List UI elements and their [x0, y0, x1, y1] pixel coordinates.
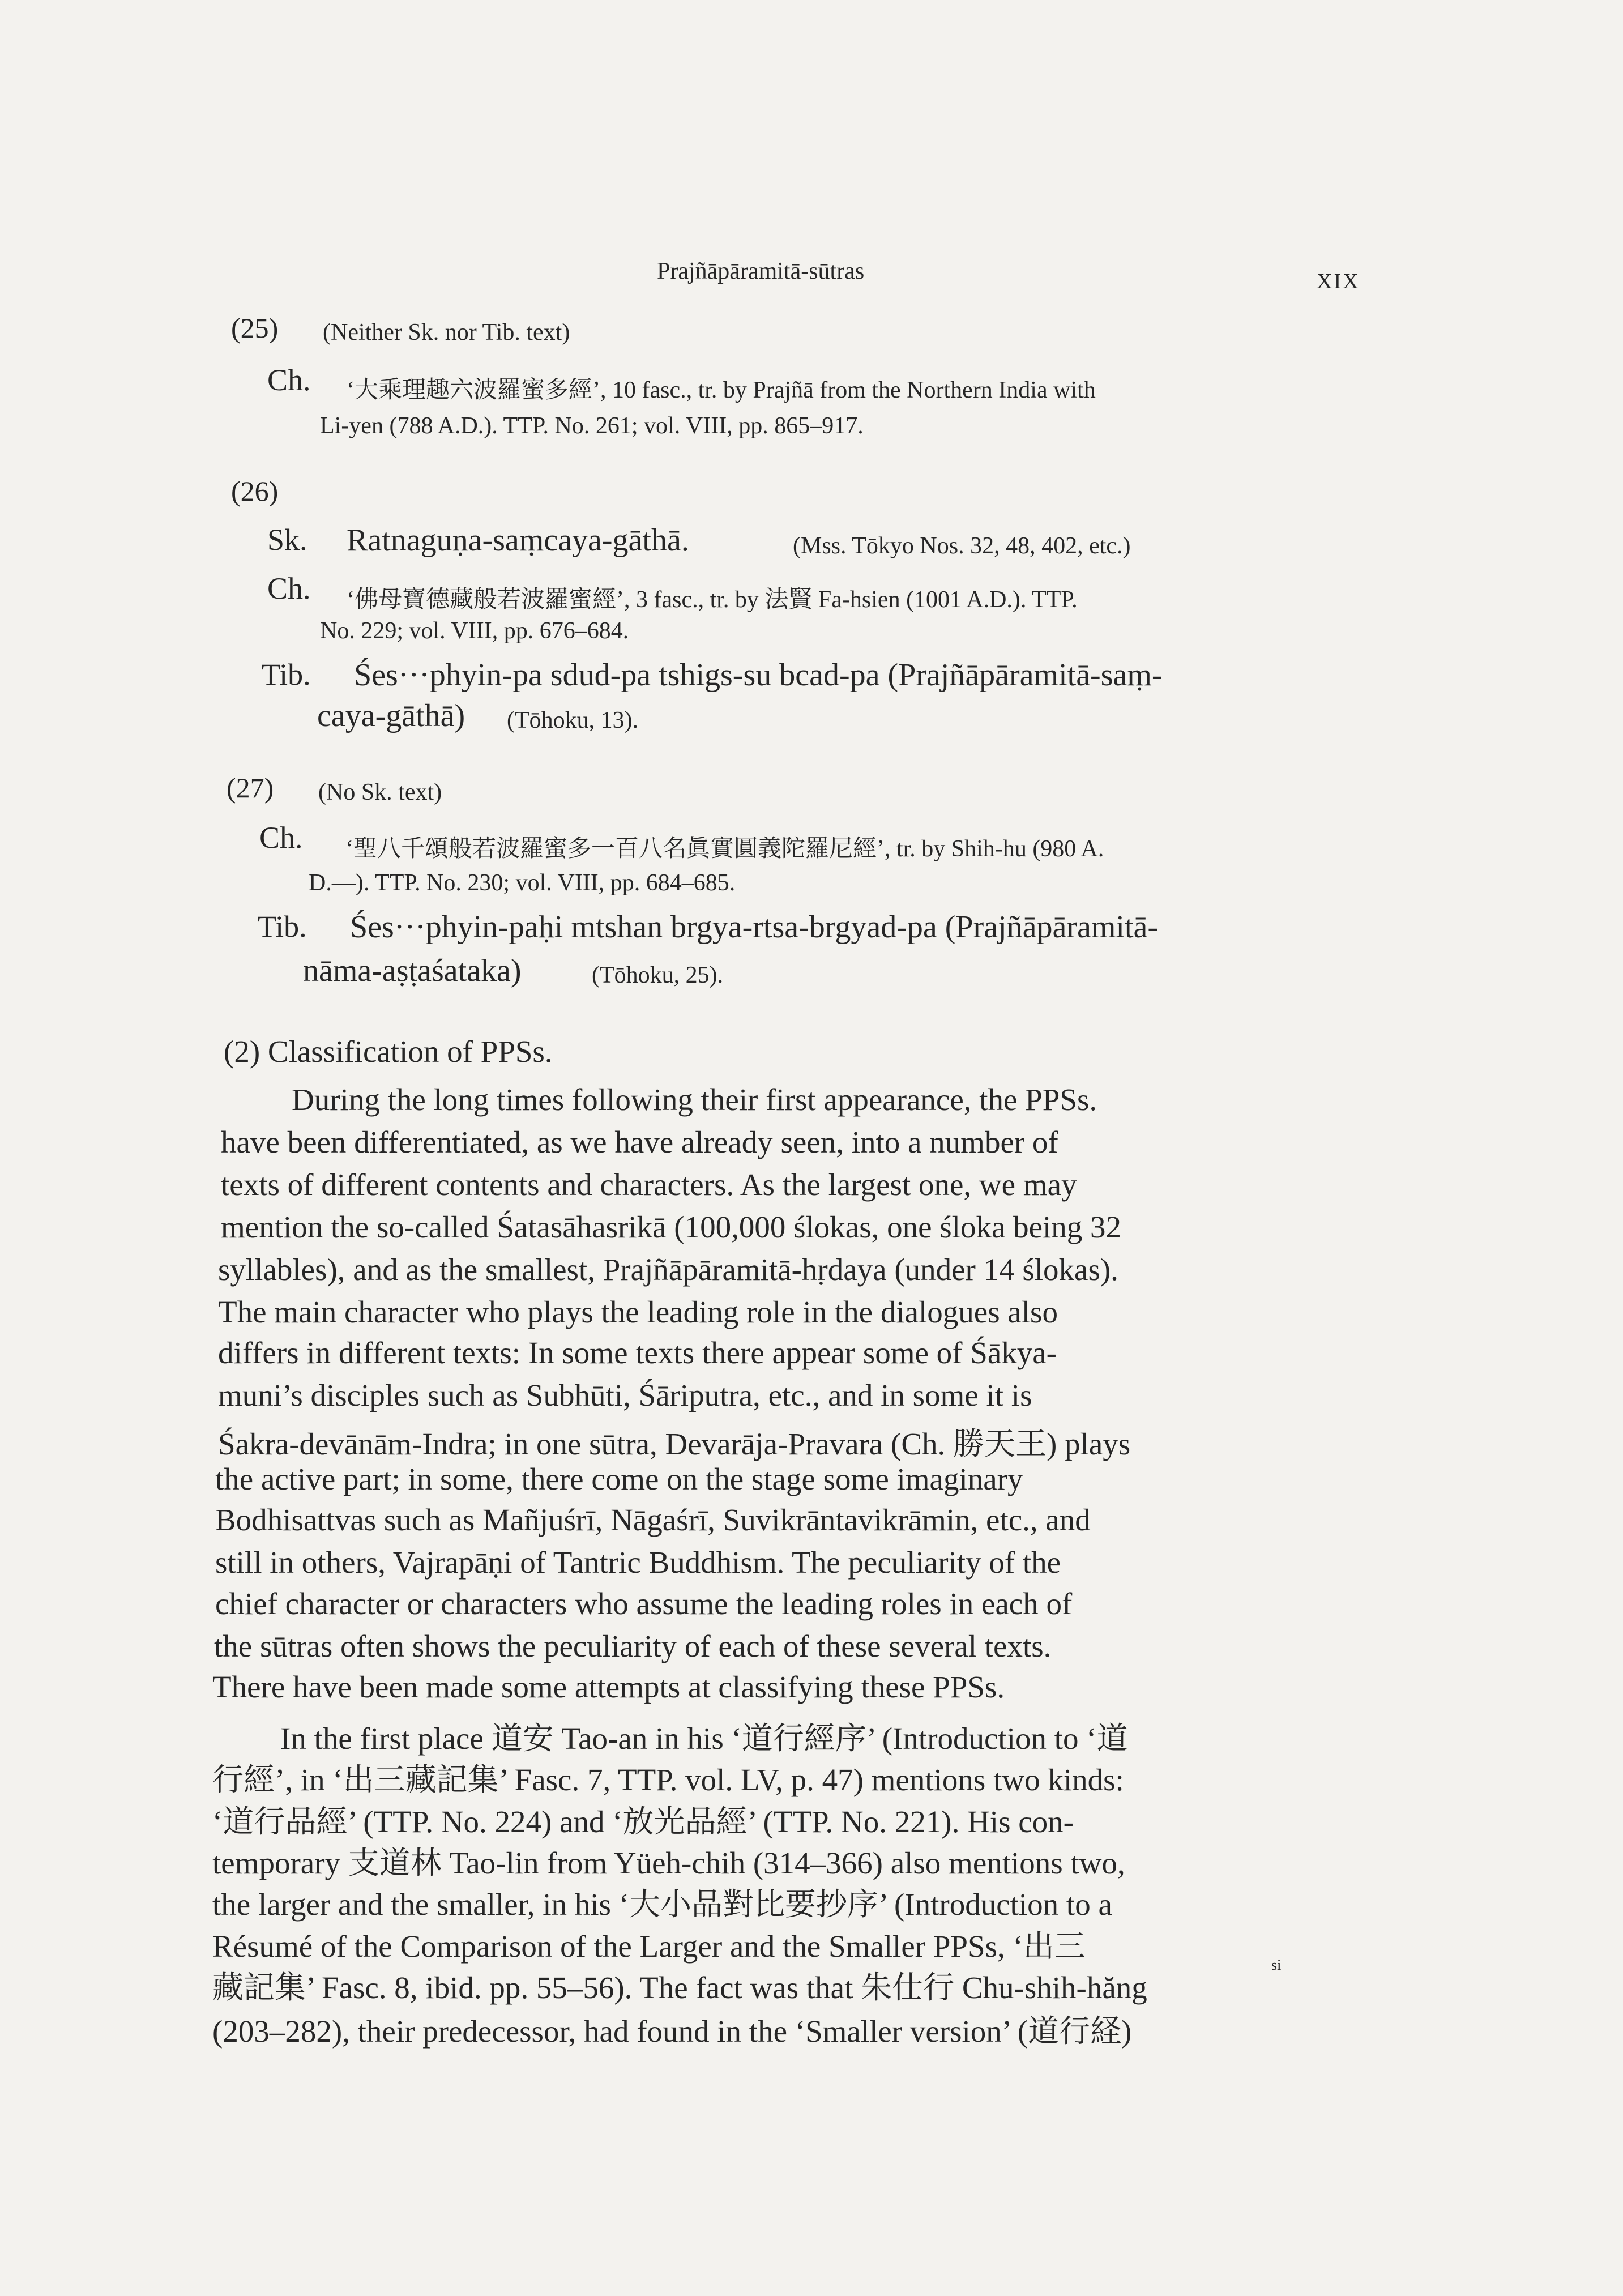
- para1-line: The main character who plays the leading role in the dialogues also: [218, 1295, 1058, 1329]
- entry-26-tib-line1: Śes···phyin-pa sdud-pa tshigs-su bcad-pa (Prajñāpāramitā-saṃ-: [354, 658, 1163, 693]
- entry-25-ch-line1: ‘大乘理趣六波羅蜜多經’, 10 fasc., tr. by Prajñā from the Northern India with: [347, 377, 1096, 403]
- entry-27-number: (27): [227, 772, 274, 804]
- entry-27-tib-line2: nāma-aṣṭaśataka): [303, 953, 522, 988]
- entry-26-ch-label: Ch.: [267, 571, 311, 605]
- para2-line: (203–282), their predecessor, had found in the ‘Smaller version’ (道行経): [212, 2014, 1132, 2049]
- entry-27-tib-ref: (Tōhoku, 25).: [592, 962, 724, 988]
- entry-26-sk-note: (Mss. Tōkyo Nos. 32, 48, 402, etc.): [793, 533, 1131, 559]
- para1-line: have been differentiated, as we have already seen, into a number of: [221, 1125, 1058, 1159]
- entry-25-note: (Neither Sk. nor Tib. text): [323, 319, 570, 345]
- para1-line: differs in different texts: In some texts there appear some of Śākya-: [218, 1335, 1057, 1370]
- page-number: XIX: [1317, 270, 1360, 293]
- entry-26-ch-line2: No. 229; vol. VIII, pp. 676–684.: [320, 618, 629, 644]
- entry-27-tib-line1: Śes···phyin-paḥi mtshan brgya-rtsa-brgyad-pa (Prajñāpāramitā-: [350, 910, 1159, 945]
- para2-line: 藏記集’ Fasc. 8, ibid. pp. 55–56). The fact was that 朱仕行 Chu-shih-hăng: [212, 1970, 1147, 2005]
- interlinear-note: si: [1271, 1957, 1282, 1973]
- para2-line: ‘道行品經’ (TTP. No. 224) and ‘放光品經’ (TTP. No. 221). His con-: [212, 1804, 1074, 1839]
- para1-line: During the long times following their first appearance, the PPSs.: [292, 1082, 1097, 1117]
- para2-line: In the first place 道安 Tao-an in his ‘道行經序’ (Introduction to ‘道: [280, 1721, 1128, 1756]
- entry-26-sk-label: Sk.: [267, 523, 307, 557]
- entry-27-note: (No Sk. text): [318, 779, 442, 805]
- para1-line: syllables), and as the smallest, Prajñāpāramitā-hṛdaya (under 14 ślokas).: [218, 1252, 1118, 1287]
- para2-line: the larger and the smaller, in his ‘大小品對比要抄序’ (Introduction to a: [212, 1887, 1112, 1922]
- entry-27-ch-line1: ‘聖八千頌般若波羅蜜多一百八名眞實圓義陀羅尼經’, tr. by Shih-hu (980 A.: [345, 836, 1104, 862]
- entry-27-ch-line2: D.—). TTP. No. 230; vol. VIII, pp. 684–685.: [309, 870, 736, 896]
- entry-25-ch-line2: Li-yen (788 A.D.). TTP. No. 261; vol. VIII, pp. 865–917.: [320, 413, 864, 439]
- entry-27-tib-label: Tib.: [258, 910, 307, 944]
- section-heading: (2) Classification of PPSs.: [224, 1034, 553, 1069]
- para1-line: still in others, Vajrapāṇi of Tantric Buddhism. The peculiarity of the: [215, 1545, 1061, 1580]
- entry-25-number: (25): [231, 312, 279, 344]
- para1-line: muni’s disciples such as Subhūti, Śāriputra, etc., and in some it is: [218, 1378, 1032, 1412]
- entry-25-ch-label: Ch.: [267, 363, 311, 397]
- entry-26-ch-line1: ‘佛母寶德藏般若波羅蜜經’, 3 fasc., tr. by 法賢 Fa-hsien (1001 A.D.). TTP.: [347, 587, 1078, 613]
- entry-26-sk-title: Ratnaguṇa-saṃcaya-gāthā.: [347, 523, 689, 558]
- para1-line: texts of different contents and characters. As the largest one, we may: [221, 1167, 1077, 1202]
- para2-line: 行經’, in ‘出三藏記集’ Fasc. 7, TTP. vol. LV, p. 47) mentions two kinds:: [212, 1762, 1124, 1797]
- entry-26-number: (26): [231, 475, 279, 507]
- para2-line: Résumé of the Comparison of the Larger and the Smaller PPSs, ‘出三: [212, 1929, 1086, 1964]
- para1-line: the sūtras often shows the peculiarity of each of these several texts.: [214, 1629, 1052, 1663]
- running-title: Prajñāpāramitā-sūtras: [657, 258, 865, 284]
- entry-26-tib-ref: (Tōhoku, 13).: [507, 707, 639, 733]
- para1-line: Śakra-devānām-Indra; in one sūtra, Devarāja-Pravara (Ch. 勝天王) plays: [218, 1427, 1131, 1461]
- para1-line: Bodhisattvas such as Mañjuśrī, Nāgaśrī, Suvikrāntavikrāmin, etc., and: [215, 1503, 1091, 1537]
- entry-26-tib-label: Tib.: [262, 658, 311, 692]
- para1-line: There have been made some attempts at classifying these PPSs.: [212, 1670, 1005, 1704]
- para2-line: temporary 支道林 Tao-lin from Yüeh-chih (314–366) also mentions two,: [212, 1846, 1125, 1880]
- para1-line: the active part; in some, there come on the stage some imaginary: [215, 1462, 1023, 1496]
- para1-line: mention the so-called Śatasāhasrikā (100,000 ślokas, one śloka being 32: [221, 1210, 1122, 1244]
- entry-26-tib-line2: caya-gāthā): [317, 698, 465, 733]
- para1-line: chief character or characters who assume the leading roles in each of: [215, 1586, 1073, 1621]
- entry-27-ch-label: Ch.: [259, 821, 303, 855]
